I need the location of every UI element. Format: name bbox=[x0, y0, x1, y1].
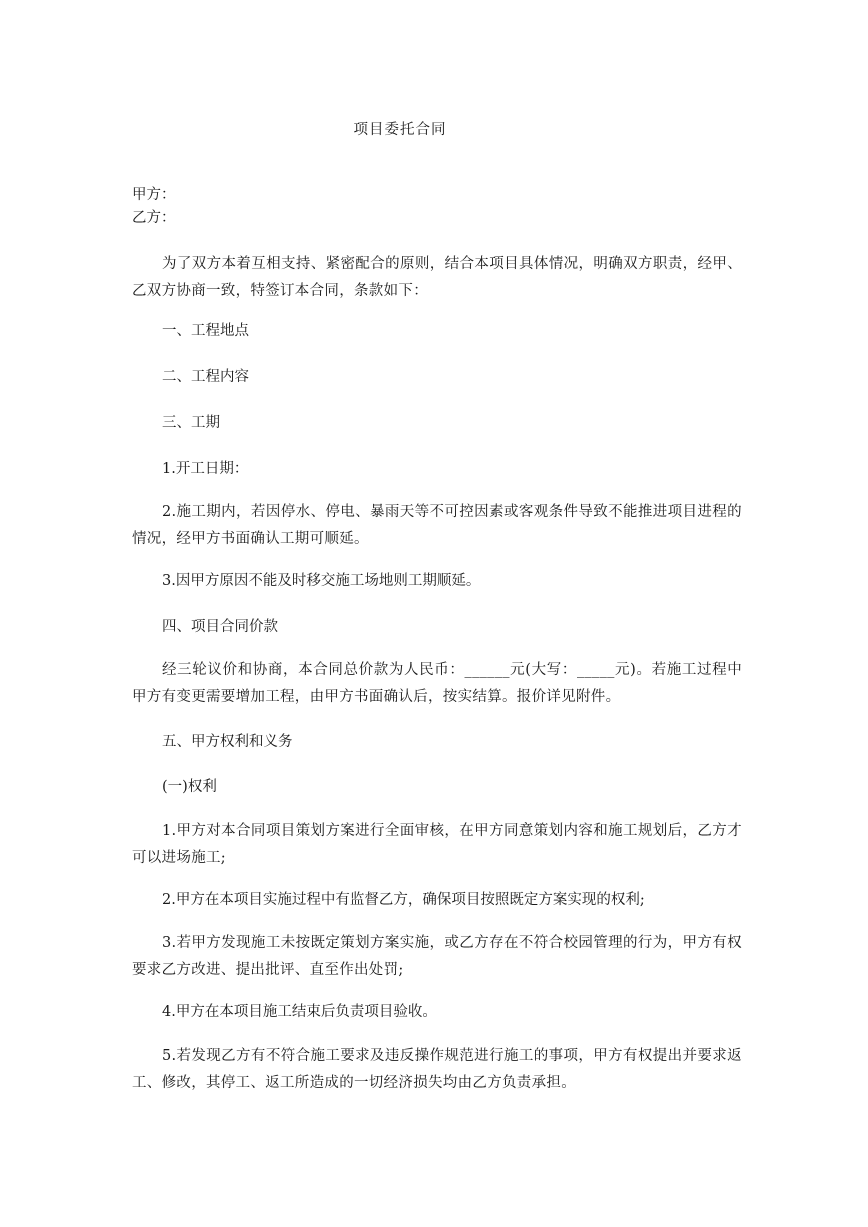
section-heading-price: 四、项目合同价款 bbox=[162, 619, 278, 635]
clause-rights-1: 1.甲方对本合同项目策划方案进行全面审核，在甲方同意策划内容和施工规划后，乙方才可以进场施工; bbox=[132, 823, 742, 866]
section-heading-party-a-rights: 五、甲方权利和义务 bbox=[162, 734, 293, 750]
intro-paragraph: 为了双方本着互相支持、紧密配合的原则，结合本项目具体情况，明确双方职责，经甲、乙双方协商一致，特签订本合同，条款如下： bbox=[132, 256, 742, 299]
clause-start-date: 1.开工日期： bbox=[162, 461, 249, 477]
party-b-label: 乙方： bbox=[132, 210, 176, 226]
party-a-label: 甲方： bbox=[132, 187, 176, 203]
section-heading-schedule: 三、工期 bbox=[162, 415, 220, 431]
clause-rights-5: 5.若发现乙方有不符合施工要求及违反操作规范进行施工的事项，甲方有权提出并要求返工、修改，其停工、返工所造成的一切经济损失均由乙方负责承担。 bbox=[132, 1048, 742, 1091]
clause-price: 经三轮议价和协商，本合同总价款为人民币：______元(大写：_____元)。若施工过程中甲方有变更需要增加工程，由甲方书面确认后，按实结算。报价详见附件。 bbox=[132, 662, 742, 705]
section-heading-location: 一、工程地点 bbox=[162, 323, 249, 339]
document-title: 项目委托合同 bbox=[353, 122, 447, 138]
clause-schedule-extension: 2.施工期内，若因停水、停电、暴雨天等不可控因素或客观条件导致不能推进项目进程的情况，经甲方书面确认工期可顺延。 bbox=[132, 504, 742, 547]
clause-rights-2: 2.甲方在本项目实施过程中有监督乙方，确保项目按照既定方案实现的权利; bbox=[162, 892, 645, 908]
section-heading-content: 二、工程内容 bbox=[162, 369, 249, 385]
subsection-rights: (一)权利 bbox=[162, 779, 217, 795]
clause-rights-4: 4.甲方在本项目施工结束后负责项目验收。 bbox=[162, 1004, 437, 1020]
clause-site-handover: 3.因甲方原因不能及时移交施工场地则工期顺延。 bbox=[162, 573, 481, 589]
clause-rights-3: 3.若甲方发现施工未按既定策划方案实施，或乙方存在不符合校园管理的行为，甲方有权要求乙方改进、提出批评、直至作出处罚; bbox=[132, 935, 742, 978]
